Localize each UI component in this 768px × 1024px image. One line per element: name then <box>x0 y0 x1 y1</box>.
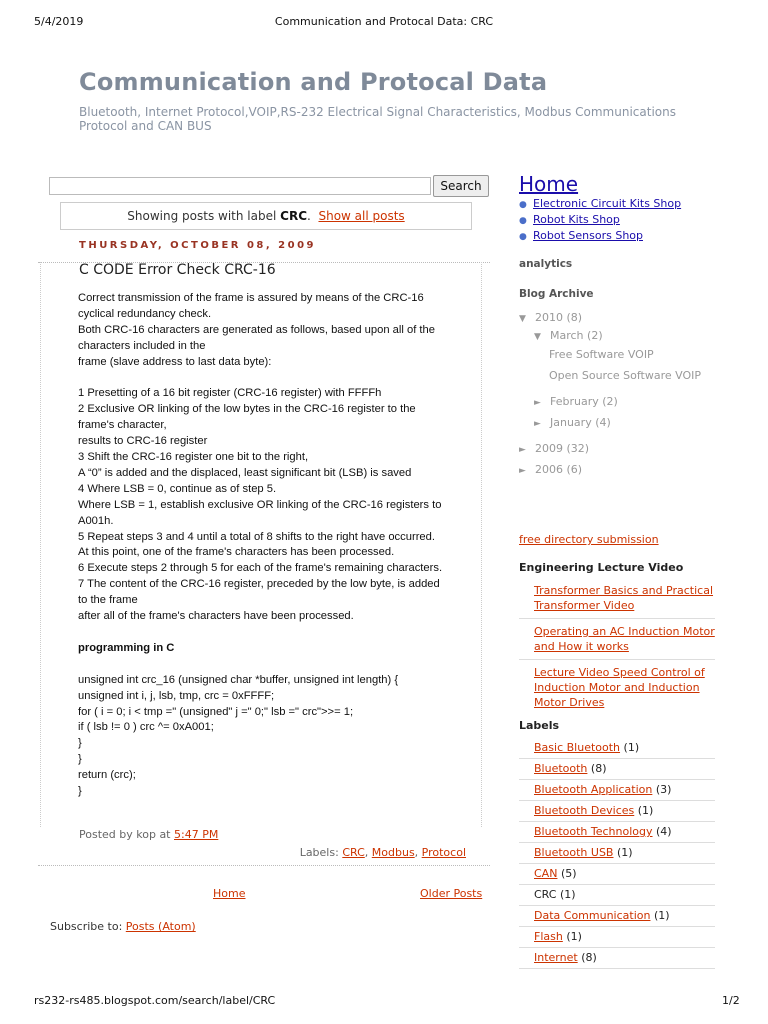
archive-year-label[interactable]: 2006 <box>535 463 563 476</box>
print-date: 5/4/2019 <box>34 15 84 28</box>
blank-line <box>78 371 478 387</box>
list-item <box>519 906 715 927</box>
list-item <box>519 738 715 759</box>
engineering-video-list <box>519 578 715 715</box>
archive-month-february[interactable] <box>534 395 618 408</box>
label-link[interactable]: CAN <box>534 867 558 880</box>
list-item <box>519 228 681 244</box>
archive-count: (4) <box>595 416 611 429</box>
video-link[interactable]: Lecture Video Speed Control of Induction Motor and Induction Motor Drives <box>534 666 705 709</box>
post-body-line: frame's character, <box>78 419 167 432</box>
post-subheading: programming in C <box>78 641 175 654</box>
post-body-line: } <box>78 785 82 798</box>
analytics-heading: analytics <box>519 258 573 270</box>
labels-list <box>519 738 715 969</box>
post-body-line: At this point, one of the frame's characters has been processed. <box>78 546 395 559</box>
post-body-line: Correct transmission of the frame is assured by means of the CRC-16 <box>78 292 424 304</box>
post-body-line: unsigned int crc_16 (unsigned char *buffer, unsigned int length) { <box>78 673 399 686</box>
toggle-collapsed-icon[interactable]: ► <box>534 419 541 429</box>
list-item <box>519 660 715 715</box>
label-link[interactable]: Flash <box>534 930 563 943</box>
post-labels: Labels: CRC, Modbus, Protocol <box>299 846 466 859</box>
post-body-line: Where LSB = 1, establish exclusive OR linking of the CRC-16 registers to <box>78 498 442 511</box>
archive-post-link[interactable]: Open Source Software VOIP <box>549 369 702 382</box>
label-link[interactable]: Basic Bluetooth <box>534 741 621 754</box>
post-body-line: characters included in the <box>78 339 206 352</box>
archive-count: (2) <box>587 329 603 342</box>
post-body-line: 6 Execute steps 2 through 5 for each of the frame's remaining characters. <box>78 562 443 575</box>
toggle-collapsed-icon[interactable]: ► <box>519 445 526 455</box>
list-item <box>519 801 715 822</box>
archive-year-label[interactable]: 2009 <box>535 442 563 455</box>
shop-links-list <box>519 196 681 244</box>
label-status-box <box>60 202 472 230</box>
toggle-collapsed-icon[interactable]: ► <box>519 466 526 476</box>
older-posts-link[interactable]: Older Posts <box>420 887 483 900</box>
post-label-link[interactable]: CRC <box>342 846 365 859</box>
post-footer <box>79 828 218 841</box>
archive-year-2009[interactable] <box>519 442 589 455</box>
post-body-line: A001h. <box>78 514 114 527</box>
post-body-line: 7 The content of the CRC-16 register, preceded by the low byte, is added <box>78 578 440 591</box>
list-item <box>519 212 681 228</box>
archive-year-2006[interactable] <box>519 463 582 476</box>
blank-line <box>78 657 478 673</box>
label-link[interactable]: Data Communication <box>534 909 651 922</box>
post-body-line: unsigned int i, j, lsb, tmp, crc = 0xFFFF; <box>78 689 275 702</box>
home-page-link[interactable]: Home <box>213 887 246 900</box>
post-body-line: 3 Shift the CRC-16 register one bit to the right, <box>78 451 309 464</box>
archive-count: (32) <box>566 442 590 455</box>
post-body-line: 5 Repeat steps 3 and 4 until a total of 8 shifts to the right have occurred. <box>78 530 435 543</box>
toggle-collapsed-icon[interactable]: ► <box>534 398 541 408</box>
date-header: THURSDAY, OCTOBER 08, 2009 <box>79 240 316 251</box>
label-count: (8) <box>581 951 597 964</box>
labels-heading: Labels <box>519 719 560 732</box>
label-count: (3) <box>655 783 672 796</box>
archive-post-link[interactable]: Free Software VOIP <box>549 348 654 361</box>
post-body-line: frame (slave address to last data byte): <box>78 355 272 368</box>
label-current: CRC <box>534 888 557 901</box>
label-count: (4) <box>656 825 672 838</box>
subscribe-prefix: Subscribe to: <box>50 920 123 933</box>
list-item <box>519 843 715 864</box>
label-count: (1) <box>637 804 654 817</box>
label-link[interactable]: Bluetooth <box>534 762 588 775</box>
post-border-right <box>481 262 482 827</box>
archive-month-january[interactable] <box>534 416 611 429</box>
label-link[interactable]: Bluetooth Technology <box>534 825 653 838</box>
bullet-icon: ● <box>519 216 527 226</box>
post-body-line: for ( i = 0; i < tmp =" (unsigned" j =" 0;" lsb =" crc">>= 1; <box>78 705 354 718</box>
video-link[interactable]: Operating an AC Induction Motor and How it works <box>534 625 715 653</box>
posted-by: Posted by kop at <box>79 828 171 841</box>
post-title: C CODE Error Check CRC-16 <box>79 262 276 278</box>
list-item <box>519 578 715 619</box>
label-link[interactable]: Bluetooth Application <box>534 783 653 796</box>
label-count: (1) <box>623 741 640 754</box>
engineering-video-heading: Engineering Lecture Video <box>519 561 684 574</box>
archive-month-label[interactable]: February <box>550 395 599 408</box>
post-body-line: return (crc); <box>78 769 136 782</box>
free-directory-link[interactable]: free directory submission <box>519 533 659 546</box>
post-labels-prefix: Labels: <box>299 846 339 859</box>
post-body-line: results to CRC-16 register <box>78 435 208 448</box>
post-time-link[interactable]: 5:47 PM <box>174 828 219 841</box>
post-body-line: A “0” is added and the displaced, least significant bit (LSB) is saved <box>78 466 412 479</box>
bullet-icon: ● <box>519 232 527 242</box>
label-link[interactable]: Internet <box>534 951 578 964</box>
post-body-line: to the frame <box>78 594 138 607</box>
label-count: (1) <box>559 888 576 901</box>
archive-count: (8) <box>566 311 583 324</box>
sidebar-home-link[interactable]: Home <box>519 172 579 196</box>
blog-title[interactable]: Communication and Protocal Data <box>79 68 548 96</box>
archive-count: (2) <box>602 395 618 408</box>
archive-year-2010[interactable] <box>519 311 582 324</box>
post-label-link[interactable]: Modbus <box>371 846 415 859</box>
blog-archive-heading: Blog Archive <box>519 288 594 300</box>
blog-description: Bluetooth, Internet Protocol,VOIP,RS-232 Electrical Signal Characteristics, Modbus Communications Protocol and CAN BUS <box>79 105 676 133</box>
label-count: (1) <box>566 930 582 943</box>
list-item <box>519 196 681 212</box>
status-label: CRC <box>280 209 308 223</box>
label-count: (5) <box>560 867 577 880</box>
search-button[interactable]: Search <box>433 175 489 197</box>
archive-year-label[interactable]: 2010 <box>535 311 563 324</box>
list-item <box>519 885 715 906</box>
toggle-expanded-icon[interactable]: ▼ <box>534 332 541 342</box>
post-body-line: 2 Exclusive OR linking of the low bytes in the CRC-16 register to the <box>78 403 416 416</box>
label-link[interactable]: Bluetooth Devices <box>534 804 635 817</box>
status-prefix: Showing posts with label <box>127 209 277 223</box>
post-body-line: Both CRC-16 characters are generated as follows, based upon all of the <box>78 323 435 336</box>
shop-link[interactable]: Robot Sensors Shop <box>533 229 643 242</box>
print-page-title: Communication and Protocal Data: CRC <box>274 15 494 28</box>
print-page-number: 1/2 <box>722 994 740 1007</box>
post-border-left <box>40 262 41 827</box>
label-link[interactable]: Bluetooth USB <box>534 846 614 859</box>
list-item <box>519 822 715 843</box>
print-url: rs232-rs485.blogspot.com/search/label/CRC <box>34 994 276 1007</box>
show-all-posts-link[interactable]: Show all posts <box>318 209 405 223</box>
list-item <box>519 948 715 969</box>
post-label-link[interactable]: Protocol <box>421 846 466 859</box>
search-input[interactable] <box>49 177 431 195</box>
post-body-line: 4 Where LSB = 0, continue as of step 5. <box>78 482 277 495</box>
post-body <box>78 291 478 800</box>
post-body-line: } <box>78 737 82 750</box>
blank-line <box>78 625 478 641</box>
post-body-line: cyclical redundancy check. <box>78 307 212 320</box>
post-body-line: if ( lsb != 0 ) crc ^= 0xA001; <box>78 721 214 734</box>
subscribe-row <box>50 920 196 933</box>
post-body-line: } <box>78 753 82 766</box>
status-suffix: . <box>307 209 311 223</box>
archive-month-march[interactable] <box>534 329 603 342</box>
post-body-line: after all of the frame's characters have been processed. <box>78 610 354 623</box>
archive-count: (6) <box>566 463 583 476</box>
archive-month-label[interactable]: January <box>550 416 592 429</box>
toggle-expanded-icon[interactable]: ▼ <box>519 314 526 324</box>
video-link[interactable]: Transformer Basics and Practical Transformer Video <box>534 584 714 612</box>
list-item <box>519 759 715 780</box>
label-count: (1) <box>616 846 633 859</box>
post-body-line: 1 Presetting of a 16 bit register (CRC-16 register) with FFFFh <box>78 387 382 400</box>
list-item <box>519 927 715 948</box>
archive-month-label[interactable]: March <box>550 329 584 342</box>
list-item <box>519 864 715 885</box>
shop-link[interactable]: Electronic Circuit Kits Shop <box>533 197 682 210</box>
bullet-icon: ● <box>519 200 527 210</box>
shop-link[interactable]: Robot Kits Shop <box>533 213 620 226</box>
list-item <box>519 780 715 801</box>
label-count: (8) <box>590 762 607 775</box>
list-item <box>519 619 715 660</box>
label-count: (1) <box>653 909 670 922</box>
subscribe-atom-link[interactable]: Posts (Atom) <box>125 920 196 933</box>
